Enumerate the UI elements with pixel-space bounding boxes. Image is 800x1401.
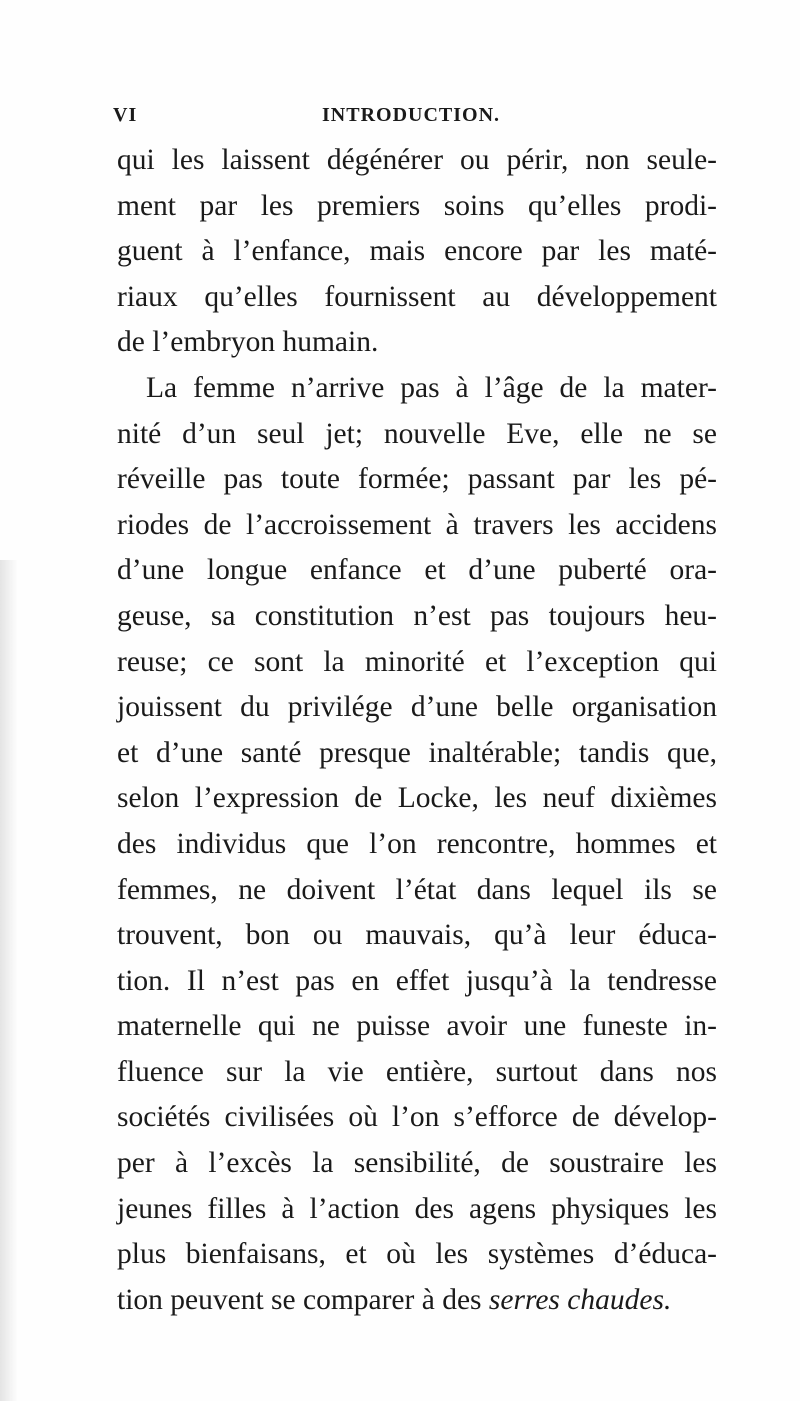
text-line: jeunes filles à l’action des agens physiques les <box>117 1192 717 1225</box>
text-line: réveille pas toute formée; passant par les pé- <box>117 463 717 496</box>
page-number: VI <box>113 104 138 126</box>
text-line: fluence sur la vie entière, surtout dans nos <box>117 1055 717 1088</box>
running-head-title: INTRODUCTION. <box>322 104 501 126</box>
running-head <box>113 104 708 136</box>
text-line: plus bienfaisans, et où les systèmes d’éduca- <box>117 1238 717 1271</box>
text-line: et d’une santé presque inaltérable; tandis que, <box>117 736 717 769</box>
text-line: ment par les premiers soins qu’elles prodi- <box>117 189 717 222</box>
body-text <box>117 138 717 1323</box>
text-line: trouvent, bon ou mauvais, qu’à leur éduca- <box>117 919 717 952</box>
page-edge-shadow <box>0 560 18 1401</box>
text-line: maternelle qui ne puisse avoir une funeste in- <box>117 1010 717 1043</box>
text-line: femmes, ne doivent l’état dans lequel ils se <box>117 873 717 906</box>
text-line: nité d’un seul jet; nouvelle Eve, elle ne se <box>117 417 717 450</box>
text-line: tion. Il n’est pas en effet jusqu’à la tendresse <box>117 964 717 997</box>
text-line: geuse, sa constitution n’est pas toujours heu- <box>117 599 717 632</box>
text-line: d’une longue enfance et d’une puberté ora- <box>117 554 717 587</box>
final-line-text: tion peuvent se comparer à des <box>117 1283 489 1316</box>
paragraph-start-line: La femme n’arrive pas à l’âge de la mater- <box>146 371 717 404</box>
text-line: selon l’expression de Locke, les neuf dixièmes <box>117 782 717 815</box>
italic-phrase: serres chaudes. <box>488 1283 672 1316</box>
text-line: riodes de l’accroissement à travers les accidens <box>117 508 717 541</box>
text-line: de l’embryon humain. <box>117 326 379 359</box>
final-text-line <box>117 1278 717 1324</box>
text-line: jouissent du privilége d’une belle organisation <box>117 691 717 724</box>
text-line: des individus que l’on rencontre, hommes et <box>117 827 717 860</box>
text-line: sociétés civilisées où l’on s’efforce de dévelop- <box>117 1101 717 1134</box>
text-line: per à l’excès la sensibilité, de soustraire les <box>117 1147 717 1180</box>
text-line: riaux qu’elles fournissent au développement <box>117 280 717 313</box>
text-line: qui les laissent dégénérer ou périr, non seule- <box>117 144 717 176</box>
text-line: reuse; ce sont la minorité et l’exception qui <box>117 645 717 678</box>
text-line: guent à l’enfance, mais encore par les maté- <box>117 235 717 268</box>
